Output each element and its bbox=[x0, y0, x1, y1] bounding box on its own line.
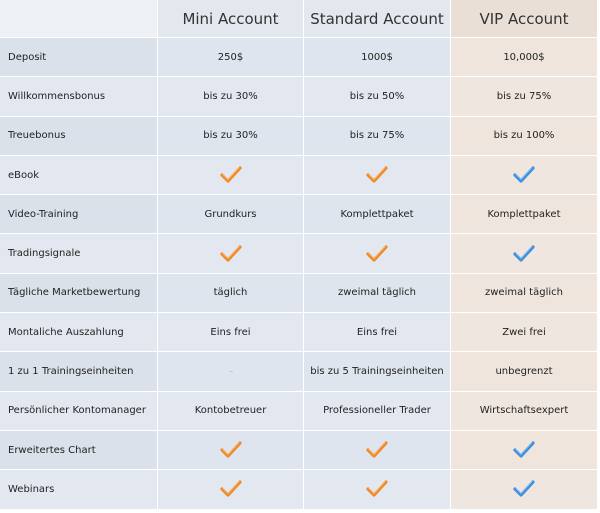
header-standard-account: Standard Account bbox=[304, 0, 451, 38]
cell-vip bbox=[451, 156, 598, 195]
row-label: Erweitertes Chart bbox=[0, 431, 158, 470]
cell-vip bbox=[451, 77, 598, 116]
table-row bbox=[0, 313, 598, 352]
cell-value: zweimal täglich bbox=[338, 287, 416, 299]
cell-value: zweimal täglich bbox=[485, 287, 563, 299]
cell-mini bbox=[158, 117, 304, 156]
cell-standard bbox=[304, 117, 451, 156]
cell-value: 1000$ bbox=[361, 51, 393, 63]
row-label: Webinars bbox=[0, 470, 158, 509]
header-mini-account: Mini Account bbox=[158, 0, 304, 38]
header-corner bbox=[0, 0, 158, 38]
cell-mini bbox=[158, 234, 304, 273]
cell-vip bbox=[451, 274, 598, 313]
check-orange-icon bbox=[366, 479, 388, 499]
cell-vip bbox=[451, 38, 598, 77]
row-label: Willkommensbonus bbox=[0, 77, 158, 116]
table-row bbox=[0, 117, 598, 156]
cell-value: bis zu 100% bbox=[493, 130, 555, 142]
cell-vip bbox=[451, 470, 598, 509]
cell-value: Wirtschaftsexpert bbox=[479, 405, 569, 417]
cell-standard bbox=[304, 38, 451, 77]
cell-mini bbox=[158, 431, 304, 470]
cell-mini bbox=[158, 38, 304, 77]
cell-value: Professioneller Trader bbox=[323, 405, 431, 417]
cell-value: bis zu 30% bbox=[203, 90, 258, 102]
row-label: Tradingsignale bbox=[0, 234, 158, 273]
row-label: Video-Training bbox=[0, 195, 158, 234]
cell-value: 10,000$ bbox=[503, 51, 545, 63]
cell-value: bis zu 75% bbox=[349, 130, 405, 142]
table-row bbox=[0, 431, 598, 470]
cell-standard bbox=[304, 77, 451, 116]
cell-value: täglich bbox=[213, 287, 248, 299]
cell-standard bbox=[304, 470, 451, 509]
cell-mini bbox=[158, 77, 304, 116]
cell-mini bbox=[158, 156, 304, 195]
check-orange-icon bbox=[220, 440, 242, 460]
cell-mini bbox=[158, 313, 304, 352]
cell-mini bbox=[158, 195, 304, 234]
header-vip-account: VIP Account bbox=[451, 0, 598, 38]
cell-value: bis zu 5 Trainingseinheiten bbox=[310, 366, 444, 378]
cell-value: unbegrenzt bbox=[495, 366, 553, 378]
cell-value: Komplettpaket bbox=[340, 208, 414, 220]
cell-vip bbox=[451, 234, 598, 273]
table-row bbox=[0, 234, 598, 273]
cell-standard bbox=[304, 195, 451, 234]
table-row bbox=[0, 77, 598, 116]
check-blue-icon bbox=[513, 244, 535, 264]
cell-standard bbox=[304, 392, 451, 431]
cell-value: bis zu 50% bbox=[349, 90, 405, 102]
check-orange-icon bbox=[220, 479, 242, 499]
cell-vip bbox=[451, 392, 598, 431]
table-row bbox=[0, 38, 598, 77]
table-row bbox=[0, 156, 598, 195]
cell-vip bbox=[451, 431, 598, 470]
cell-value: Eins frei bbox=[210, 326, 251, 338]
empty-cell-mark bbox=[229, 371, 233, 372]
cell-mini bbox=[158, 352, 304, 391]
cell-vip bbox=[451, 352, 598, 391]
check-orange-icon bbox=[366, 440, 388, 460]
cell-standard bbox=[304, 313, 451, 352]
cell-value: Komplettpaket bbox=[487, 208, 561, 220]
check-orange-icon bbox=[220, 244, 242, 264]
row-label: eBook bbox=[0, 156, 158, 195]
cell-value: 250$ bbox=[217, 51, 244, 63]
cell-value: Eins frei bbox=[356, 326, 398, 338]
cell-vip bbox=[451, 195, 598, 234]
row-label: Deposit bbox=[0, 38, 158, 77]
check-orange-icon bbox=[366, 165, 388, 185]
table-row bbox=[0, 274, 598, 313]
cell-standard bbox=[304, 156, 451, 195]
check-blue-icon bbox=[513, 440, 535, 460]
row-label: Montaliche Auszahlung bbox=[0, 313, 158, 352]
check-orange-icon bbox=[220, 165, 242, 185]
cell-standard bbox=[304, 274, 451, 313]
cell-standard bbox=[304, 352, 451, 391]
row-label: Persönlicher Kontomanager bbox=[0, 392, 158, 431]
row-label: 1 zu 1 Trainingseinheiten bbox=[0, 352, 158, 391]
cell-vip bbox=[451, 117, 598, 156]
cell-value: bis zu 30% bbox=[203, 130, 258, 142]
cell-standard bbox=[304, 234, 451, 273]
cell-mini bbox=[158, 274, 304, 313]
cell-value: Kontobetreuer bbox=[194, 405, 267, 417]
cell-value: Zwei frei bbox=[502, 326, 546, 338]
cell-value: bis zu 75% bbox=[496, 90, 552, 102]
table-row bbox=[0, 392, 598, 431]
cell-mini bbox=[158, 392, 304, 431]
header-row bbox=[0, 0, 598, 38]
cell-standard bbox=[304, 431, 451, 470]
table-row bbox=[0, 352, 598, 391]
check-blue-icon bbox=[513, 479, 535, 499]
row-label: Tägliche Marketbewertung bbox=[0, 274, 158, 313]
check-orange-icon bbox=[366, 244, 388, 264]
cell-mini bbox=[158, 470, 304, 509]
row-label: Treuebonus bbox=[0, 117, 158, 156]
cell-vip bbox=[451, 313, 598, 352]
cell-value: Grundkurs bbox=[204, 208, 257, 220]
check-blue-icon bbox=[513, 165, 535, 185]
table-row bbox=[0, 195, 598, 234]
table-row bbox=[0, 470, 598, 509]
